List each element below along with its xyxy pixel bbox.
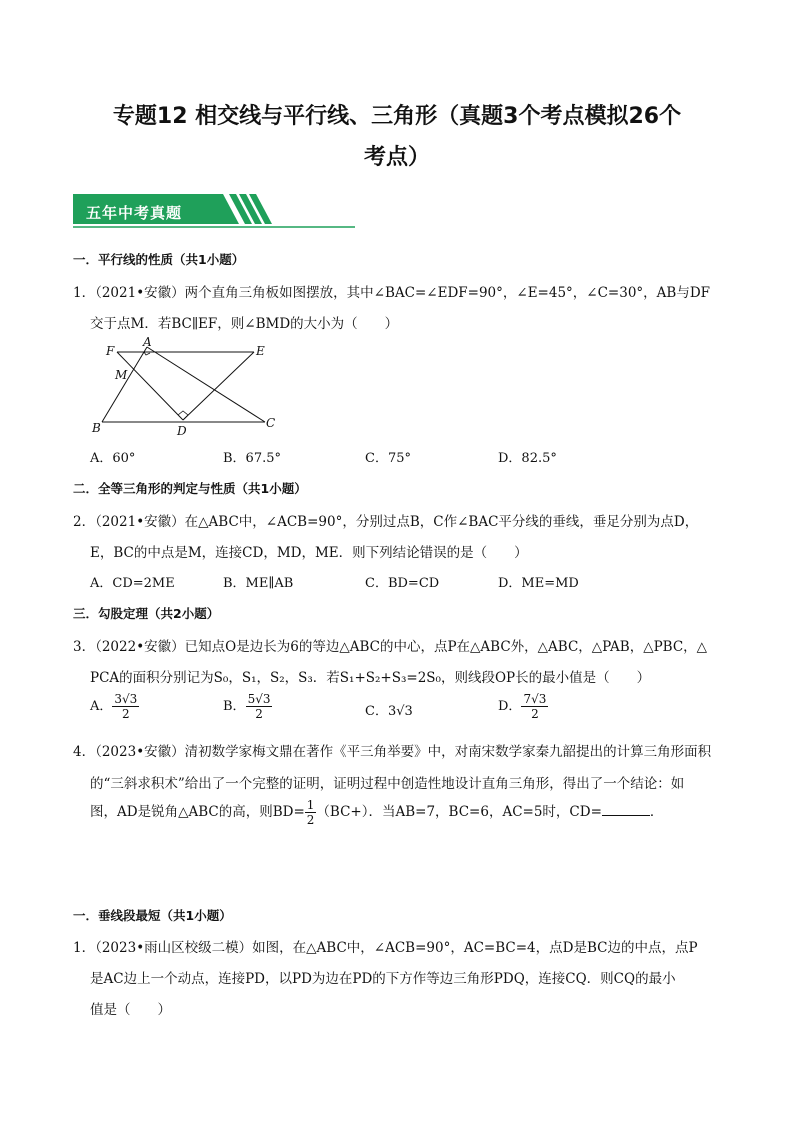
question-1-line1: 1．（2021•安徽）两个直角三角板如图摆放，其中∠BAC=∠EDF=90°，∠E=45°，∠C=30°，AB与DF	[73, 285, 711, 301]
question-3-line2: PCA的面积分别记为S₀，S₁，S₂，S₃．若S₁+S₂+S₃=2S₀，则线段OP长的最小值是（ ）	[90, 670, 651, 686]
question-3-line1: 3．（2022•安徽）已知点O是边长为6的等边△ABC的中心，点P在△ABC外，△ABC，△PAB，△PBC，△	[73, 639, 708, 655]
page-title-line2: 考点）	[363, 145, 430, 170]
q1-option-d: D．82.5°	[498, 451, 557, 466]
page-title-line1: 专题12 相交线与平行线、三角形（真题3个考点模拟26个	[112, 104, 682, 129]
question-5-line3: 值是（ ）	[90, 1002, 171, 1018]
q2-option-c: C．BD=CD	[365, 576, 440, 591]
q2-option-b: B．ME∥AB	[223, 576, 294, 591]
question-2-line1: 2．（2021•安徽）在△ABC中，∠ACB=90°，分别过点B，C作∠BAC平分线的垂线，垂足分别为点D，	[73, 514, 699, 530]
q1-option-c: C．75°	[365, 451, 411, 466]
label-C: C	[266, 416, 276, 430]
q3-option-c: C．3√3	[365, 704, 413, 719]
label-A: A	[143, 335, 152, 349]
label-B: B	[92, 421, 101, 435]
q3-option-a: A． $\frac{3√3}{2}$	[90, 692, 138, 721]
q3-option-d: D． $\frac{7√3}{2}$	[498, 692, 547, 721]
section-heading: 二．全等三角形的判定与性质（共1小题）	[73, 481, 307, 496]
question-1-line2: 交于点M．若BC∥EF，则∠BMD的大小为（ ）	[90, 316, 399, 332]
question-5-line2: 是AC边上一个动点，连接PD，以PD为边在PD的下方作等边三角形PDQ，连接CQ．则CQ的最小	[90, 971, 676, 987]
q2-option-d: D．ME=MD	[498, 576, 579, 591]
question-4-line2: 的“三斜求积术”给出了一个完整的证明，证明过程中创造性地设计直角三角形，得出了一个结论：如	[90, 776, 685, 792]
label-E: E	[256, 344, 265, 358]
banner-title: 五年中考真题	[86, 204, 183, 222]
label-D: D	[177, 424, 187, 438]
question-4-line1: 4．（2023•安徽）清初数学家梅文鼎在著作《平三角举要》中，对南宋数学家秦九韶提出的计算三角形面积	[73, 744, 712, 760]
answer-blank	[602, 803, 650, 816]
question-5-line1: 1．（2023•雨山区校级二模）如图，在△ABC中，∠ACB=90°，AC=BC=4，点D是BC边的中点，点P	[73, 940, 698, 956]
section-heading: 三．勾股定理（共2小题）	[73, 606, 220, 621]
question-4-line3: 图，AD是锐角△ABC的高，则BD= $\frac{1}{2}$ （BC+）．当AB=7，BC=6，AC=5时，CD= ．	[90, 798, 664, 827]
section-heading: 一．平行线的性质（共1小题）	[73, 252, 245, 267]
geometry-figure-q1	[88, 335, 288, 440]
section-heading: 一．垂线段最短（共1小题）	[73, 908, 232, 923]
q1-option-b: B．67.5°	[223, 451, 281, 466]
label-F: F	[106, 344, 115, 358]
label-M: M	[115, 368, 128, 382]
question-2-line2: E，BC的中点是M，连接CD，MD，ME．则下列结论错误的是（ ）	[90, 545, 528, 561]
q2-option-a: A．CD=2ME	[90, 576, 175, 591]
q3-option-b: B． $\frac{5√3}{2}$	[223, 692, 271, 721]
q1-option-a: A．60°	[90, 451, 136, 466]
